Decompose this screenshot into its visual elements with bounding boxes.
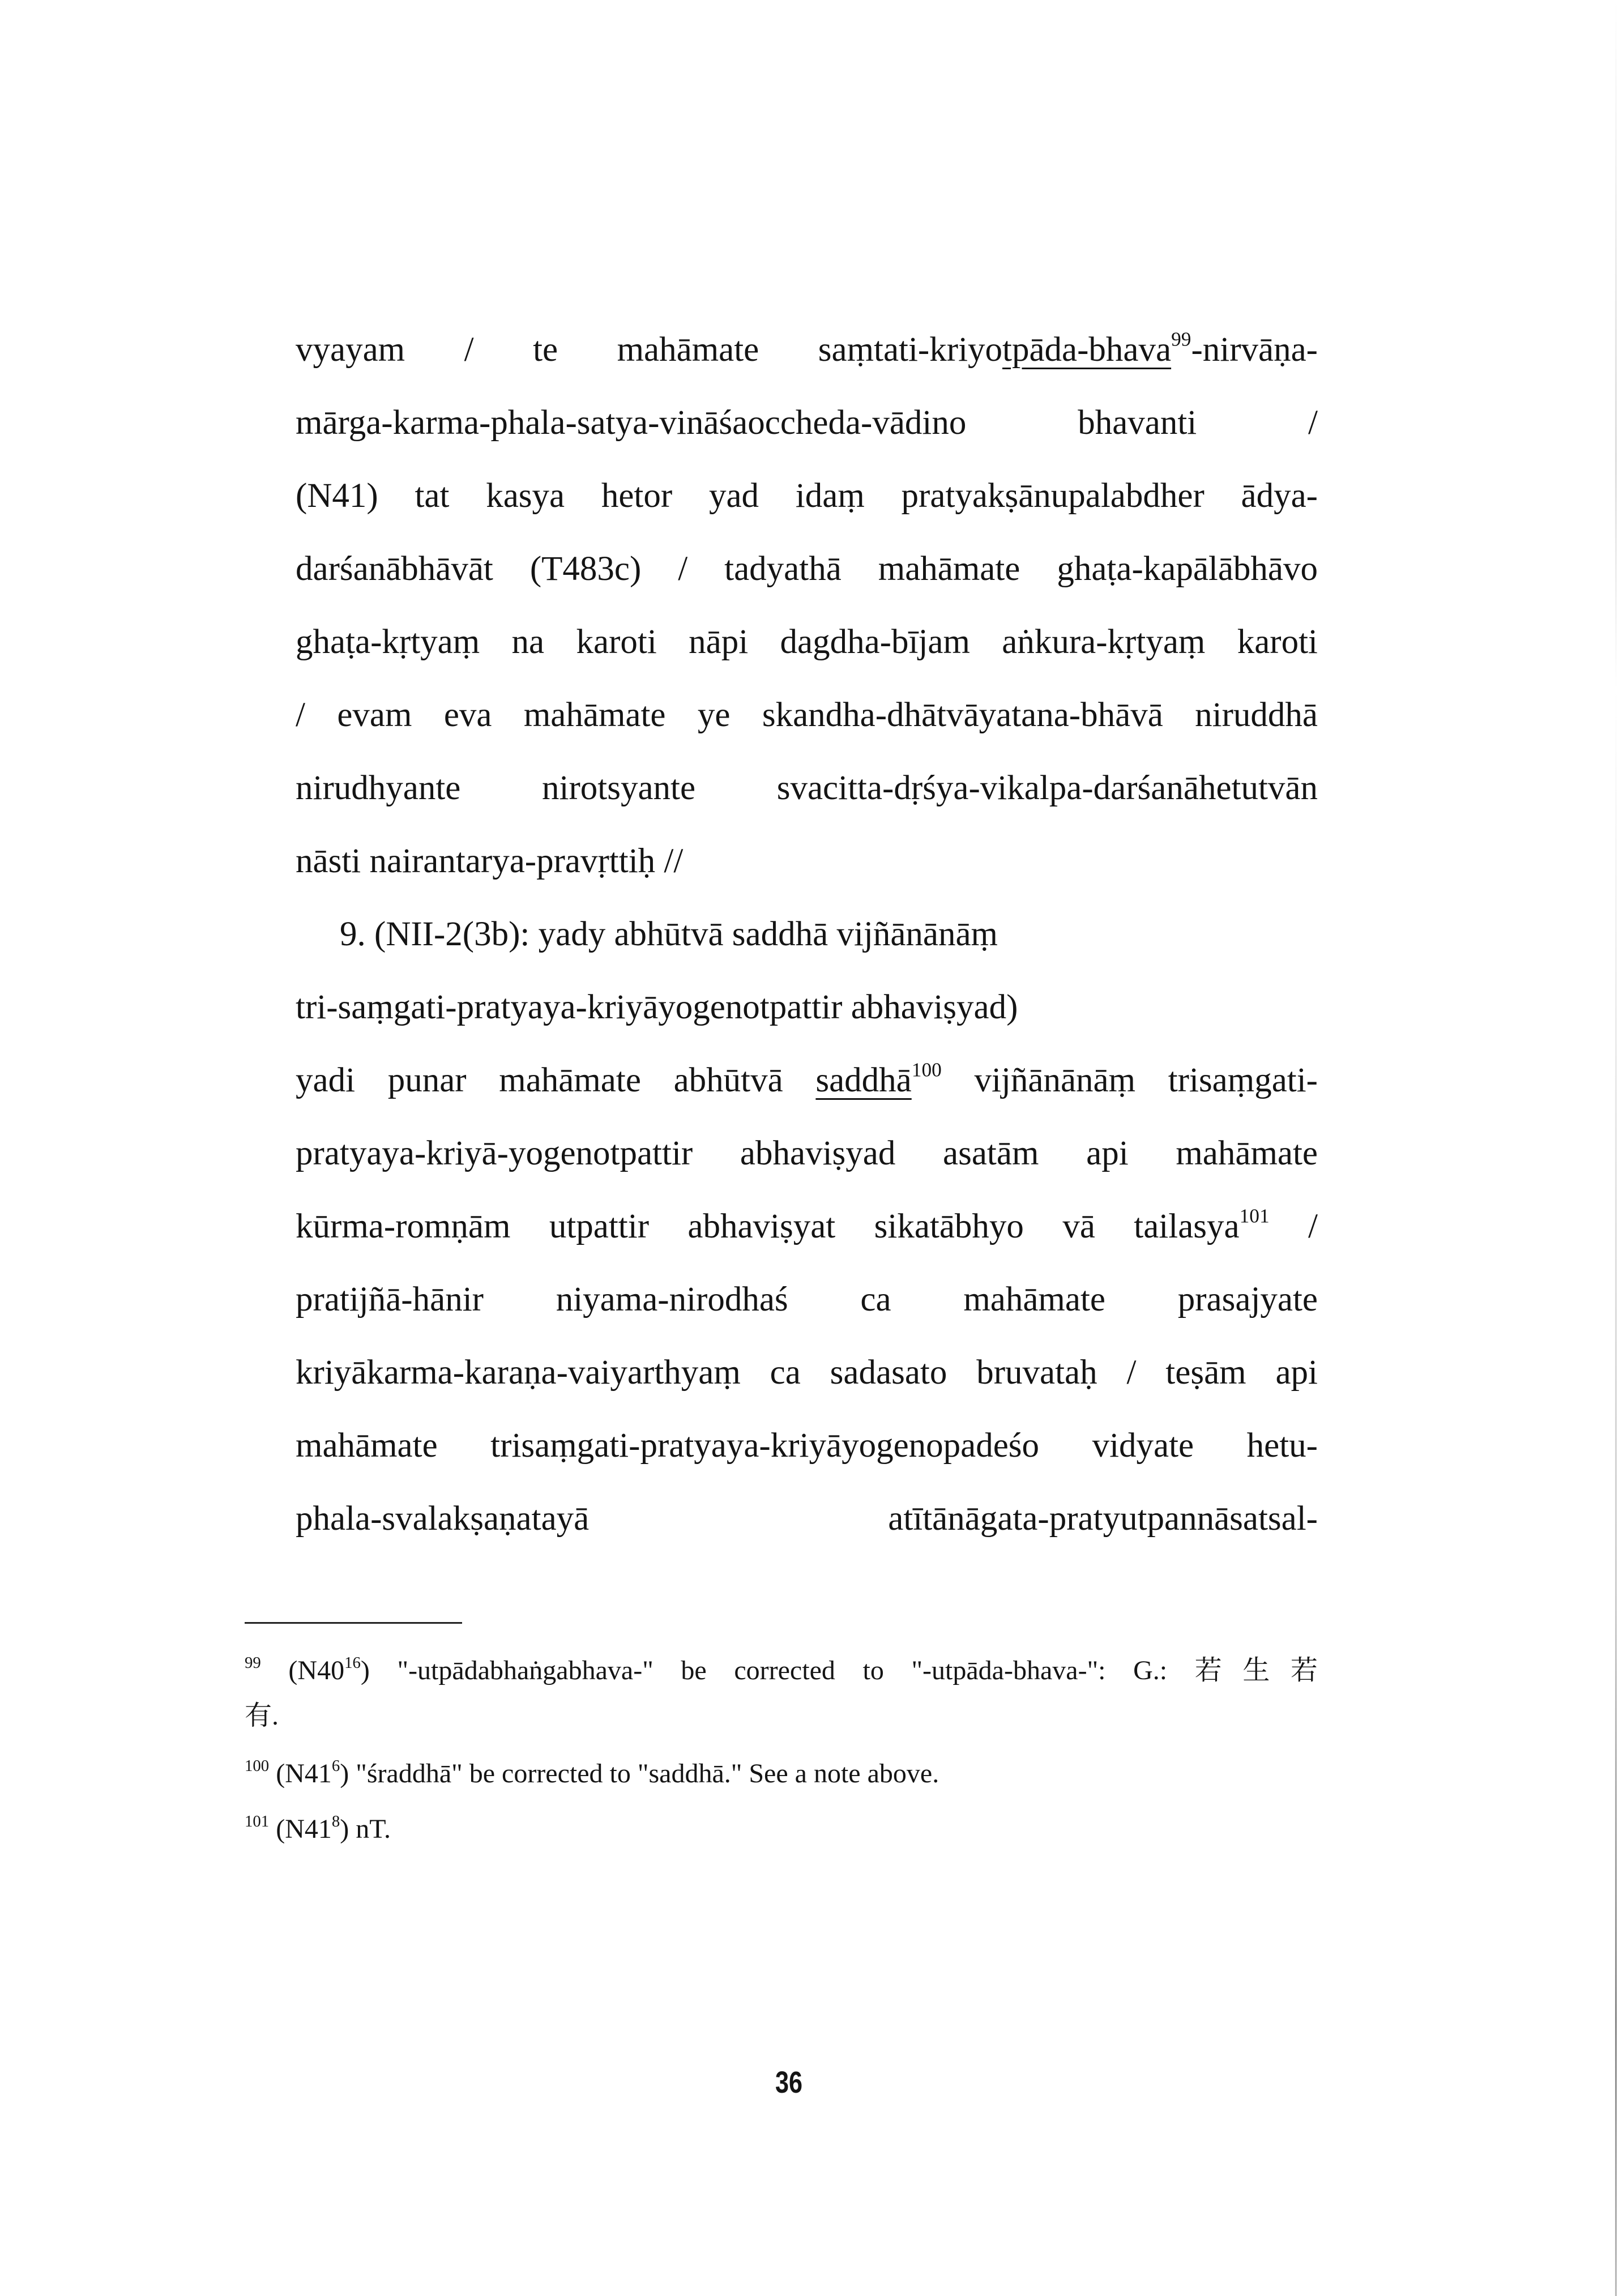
section-heading-cont: tri-saṃgati-pratyaya-kriyāyogenotpattir abhaviṣyad): [296, 988, 1018, 1026]
text-line: / evam eva mahāmate ye skandha-dhātvāyatana-bhāvā niruddhā: [296, 696, 1318, 734]
footnote-ref-101[interactable]: 101: [1239, 1204, 1270, 1227]
text-line: nirudhyante nirotsyante svacitta-dṛśya-vikalpa-darśanāhetutvān: [296, 769, 1318, 807]
text-line: nāsti nairantarya-pravṛttiḥ //: [296, 842, 684, 880]
footnote-number: 100: [245, 1756, 270, 1775]
main-text: [296, 313, 1318, 1555]
footnote-number: 99: [245, 1653, 261, 1672]
text-line: kriyākarma-karaṇa-vaiyarthyaṃ ca sadasato bruvataḥ / teṣām api: [296, 1354, 1318, 1392]
footnote-ref-100[interactable]: 100: [911, 1058, 942, 1081]
page-number: 36: [775, 2065, 803, 2099]
text-line: mahāmate trisaṃgati-pratyaya-kriyāyogenopadeśo vidyate hetu-: [296, 1427, 1318, 1465]
scan-edge: [1615, 0, 1617, 2296]
text-line: (N41) tat kasya hetor yad idaṃ pratyakṣānupalabdher ādya-: [296, 477, 1318, 515]
text-line: vyayam / te mahāmate saṃtati-kriyotpāda-bhava$^{99}$-nirvāṇa-: [296, 327, 1318, 369]
footnote-99: $^{99}$ $(N40^{16})$ "-utpādabhaṅgabhava-" be corrected to "-utpāda-bhava-": G.: 若生若: [245, 1653, 1318, 1685]
section-heading: 9. (NII-2(3b): yady abhūtvā saddhā vijñānānāṃ: [340, 915, 998, 953]
text-line: kūrma-romṇām utpattir abhaviṣyat sikatābhyo vā tailasya$^{101}$ /: [296, 1204, 1318, 1245]
footnote-number: 101: [245, 1812, 270, 1830]
footnote-99-cont: 有.: [245, 1701, 279, 1731]
footnote-101: $^{101}$ $(N41^8)$ nT.: [245, 1812, 391, 1844]
underlined-term: tpāda-bhava: [1002, 331, 1172, 369]
text-line: darśanābhāvāt (T483c) / tadyathā mahāmate ghaṭa-kapālābhāvo: [296, 550, 1318, 588]
text-line: mārga-karma-phala-satya-vināśaoccheda-vādino bhavanti /: [296, 404, 1318, 442]
footnote-ref-99[interactable]: 99: [1171, 327, 1191, 351]
text-line: pratijñā-hānir niyama-nirodhaś ca mahāmate prasajyate: [296, 1281, 1318, 1318]
text-line: yadi punar mahāmate abhūtvā saddhā$^{100}$ vijñānānāṃ trisaṃgati-: [296, 1058, 1318, 1099]
text-line: phala-svalakṣaṇatayā atītānāgata-pratyutpannāsatsal-: [296, 1500, 1318, 1538]
footnote-100: $^{100}$ $(N41^6)$ "śraddhā" be corrected to "saddhā." See a note above.: [245, 1756, 939, 1789]
footnotes: [245, 1648, 1318, 1852]
footnote-separator: [245, 1622, 462, 1624]
underlined-term: saddhā: [815, 1061, 912, 1099]
text-line: ghaṭa-kṛtyaṃ na karoti nāpi dagdha-bījam aṅkura-kṛtyaṃ karoti: [296, 623, 1318, 661]
text-line: pratyaya-kriyā-yogenotpattir abhaviṣyad asatām api mahāmate: [296, 1134, 1318, 1172]
